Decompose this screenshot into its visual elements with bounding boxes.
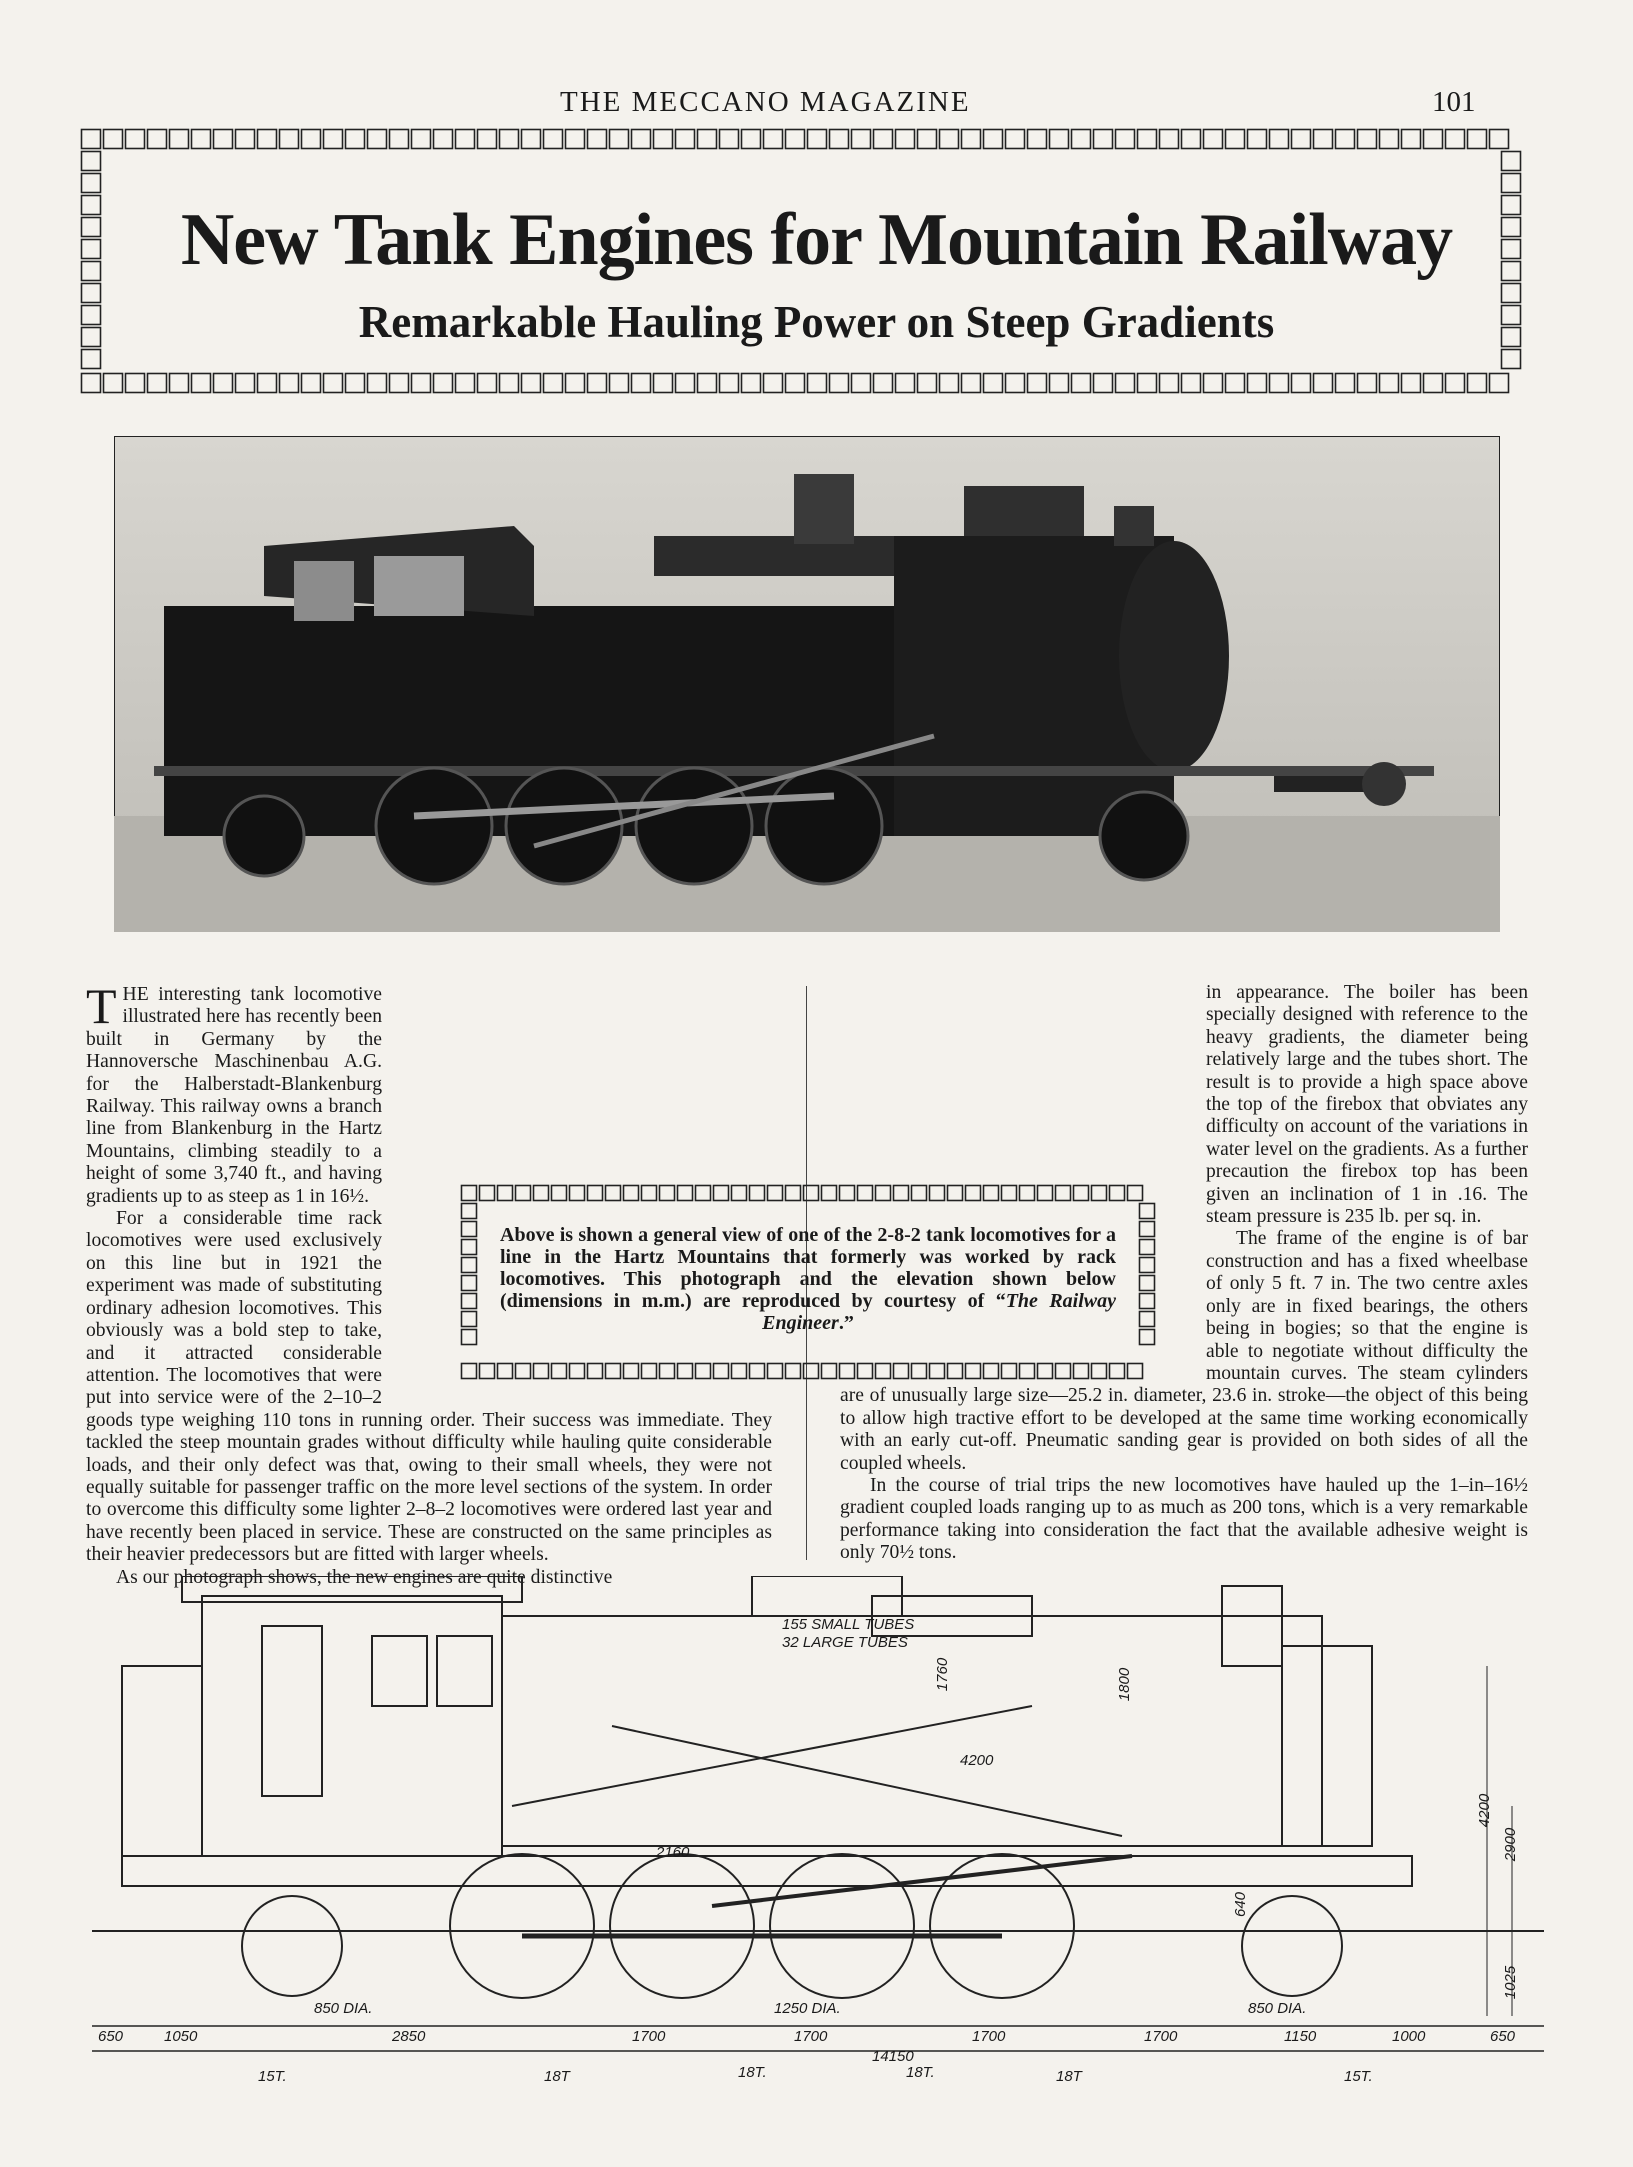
- dimension-label: 4200: [960, 1752, 994, 1769]
- article-paragraph: As our photograph shows, the new engines are quite distinctive: [116, 1566, 613, 1588]
- article-paragraph: In the course of trial trips the new locomotives have hauled up the 1–in–16½ gradient coupled loads ranging up to as much as 200 tons, which is a very remarkable performance taking into consideration the fact that the available adhesive weight is only 70½ tons.: [840, 1474, 1528, 1564]
- base-dimension: 1700: [632, 2028, 666, 2045]
- tubes-small-label: 155 SMALL TUBES: [782, 1616, 915, 1633]
- drop-cap: T: [86, 978, 117, 1034]
- article-paragraph: For a considerable time rack locomotives were used exclusively on this line but in 1921 the experiment was made of substituting ordinary adhesion locomotives. This obviously was a bold step to take, and it attracted considerable attention. The locomotives that were put into service were of the 2–10–2 goods type weighing 110 tons in running order. Their success was immediate. They tackled the steep mountain grades without difficulty while hauling quite considerable loads, and their only defect was that, owing to their small wheels, they were not equally suitable for passenger traffic on the more level sections of the system. In order to overcome this difficulty some lighter 2–8–2 locomotives were ordered last year and have recently been placed in service. These are constructed on the same principles as their heavier predecessors but are fitted with larger wheels.: [86, 1208, 772, 1566]
- gear-teeth-label: 18T.: [738, 2064, 767, 2081]
- article-paragraph: THE interesting tank locomotive illustrated here has recently been built in Germany by the Hannoversche Maschinenbau A.G. for the Halberstadt-Blankenburg Railway. This railway owns a branch line from Blankenburg in the Hartz Mountains, climbing steadily to a height of some 3,740 ft., and having gradients up to as steep as 1 in 16½.: [86, 978, 382, 1207]
- locomotive-photo: [114, 436, 1500, 932]
- base-dimension: 1700: [972, 2028, 1006, 2045]
- base-dimension: 1000: [1392, 2028, 1426, 2045]
- headline: New Tank Engines for Mountain Railway: [180, 199, 1453, 281]
- running-title: THE MECCANO MAGAZINE: [560, 86, 971, 118]
- wheel-diameter-label: 850 DIA.: [314, 2000, 373, 2017]
- article-paragraph: The frame of the engine is of bar construction and has a fixed wheelbase of only 5 ft. 7 in. The two centre axles only are in fixed bearings, the others being in bogies; so that the engine is able to negotiate without difficulty the mountain curves. The steam cylinders are of unusually large size—25.2 in. diameter, 23.6 in. stroke—the object of this being to allow high tractive effort to be developed at the same time working economically with an early cut-off. Pneumatic sanding gear is provided on both sides of all the coupled wheels.: [840, 1228, 1528, 1474]
- base-dimension: 1700: [794, 2028, 828, 2045]
- tubes-large-label: 32 LARGE TUBES: [782, 1634, 908, 1651]
- dimension-label: 4200: [1476, 1793, 1494, 1828]
- gear-teeth-label: 15T.: [1344, 2068, 1373, 2085]
- gear-teeth-label: 18T: [544, 2068, 570, 2085]
- article-paragraph: in appearance. The boiler has been specially designed with reference to the heavy gradients, the diameter being relatively large and the tubes short. The result is to provide a high space above the top of the firebox that obviates any difficulty on account of the variations in water level on the gradients. As a further precaution the firebox top has been given an inclination of 1 in .16. The steam pressure is 235 lb. per sq. in.: [1206, 982, 1528, 1228]
- base-dimension: 1050: [164, 2028, 198, 2045]
- gear-teeth-label: 18T: [1056, 2068, 1082, 2085]
- dimension-label: 2160: [656, 1844, 690, 1861]
- total-length: 14150: [872, 2048, 914, 2065]
- elevation-drawing: [92, 1576, 1544, 2096]
- dimension-label: 640: [1232, 1891, 1250, 1918]
- caption-box: [460, 1184, 1156, 1380]
- dimension-label: 2900: [1502, 1827, 1520, 1862]
- base-dimension: 1150: [1284, 2028, 1317, 2045]
- page-number: 101: [1432, 86, 1476, 118]
- dimension-label: 1025: [1502, 1965, 1520, 2000]
- gear-teeth-label: 15T.: [258, 2068, 287, 2085]
- wheel-diameter-label: 850 DIA.: [1248, 2000, 1307, 2017]
- base-dimension: 1700: [1144, 2028, 1178, 2045]
- caption-text: Above is shown a general view of one of the 2-8-2 tank locomotives for a line in the Hartz Mountains that formerly was worked by rack locomotives. This photograph and the elevation shown below (dimensions in m.m.) are reproduced by courtesy of “The Railway Engineer.”: [500, 1224, 1116, 1334]
- dimension-label: 1760: [934, 1657, 952, 1692]
- subheadline: Remarkable Hauling Power on Steep Gradients: [358, 297, 1275, 347]
- base-dimension: 650: [1490, 2028, 1516, 2045]
- base-dimension: 650: [98, 2028, 124, 2045]
- wheel-diameter-label: 1250 DIA.: [774, 2000, 841, 2017]
- gear-teeth-label: 18T.: [906, 2064, 935, 2081]
- locomotive-elevation-icon: [92, 1576, 1544, 2096]
- dimension-label: 1800: [1116, 1667, 1134, 1702]
- steam-locomotive-photo-icon: [114, 436, 1500, 932]
- base-dimension: 2850: [392, 2028, 426, 2045]
